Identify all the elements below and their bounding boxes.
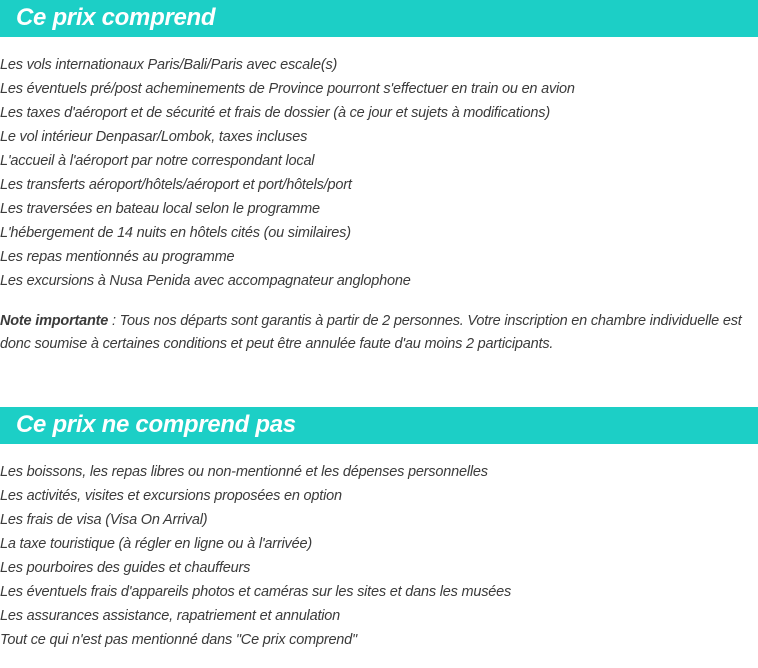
included-item: L'hébergement de 14 nuits en hôtels cités (ou similaires) xyxy=(0,225,351,241)
excluded-section-header xyxy=(0,407,758,444)
included-item: Les traversées en bateau local selon le programme xyxy=(0,201,320,217)
included-items-list xyxy=(0,53,575,293)
excluded-item: Les boissons, les repas libres ou non-mentionné et les dépenses personnelles xyxy=(0,464,488,480)
included-section-header xyxy=(0,0,758,37)
excluded-item: Les frais de visa (Visa On Arrival) xyxy=(0,512,208,528)
included-section-title: Ce prix comprend xyxy=(16,4,216,31)
important-note-text: : Tous nos départs sont garantis à partir de 2 personnes. Votre inscription en chambre individuelle est donc soumise à certaines conditions et peut être annulée faute d'au moins 2 participants. xyxy=(0,313,742,352)
included-item: Les excursions à Nusa Penida avec accompagnateur anglophone xyxy=(0,273,411,289)
included-item: L'accueil à l'aéroport par notre correspondant local xyxy=(0,153,315,169)
excluded-item: Les activités, visites et excursions proposées en option xyxy=(0,488,342,504)
included-item: Les éventuels pré/post acheminements de Province pourront s'effectuer en train ou en avion xyxy=(0,81,575,97)
excluded-item: Les assurances assistance, rapatriement et annulation xyxy=(0,608,341,624)
excluded-item: Tout ce qui n'est pas mentionné dans "Ce prix comprend" xyxy=(0,632,357,648)
included-item: Le vol intérieur Denpasar/Lombok, taxes incluses xyxy=(0,129,308,145)
excluded-section-title: Ce prix ne comprend pas xyxy=(16,411,296,438)
important-note-label: Note importante xyxy=(0,313,109,329)
included-item: Les transferts aéroport/hôtels/aéroport et port/hôtels/port xyxy=(0,177,352,193)
included-item: Les taxes d'aéroport et de sécurité et frais de dossier (à ce jour et sujets à modifications) xyxy=(0,105,550,121)
excluded-item: La taxe touristique (à régler en ligne ou à l'arrivée) xyxy=(0,536,312,552)
excluded-items-list xyxy=(0,460,511,652)
excluded-item: Les éventuels frais d'appareils photos et caméras sur les sites et dans les musées xyxy=(0,584,512,600)
excluded-item: Les pourboires des guides et chauffeurs xyxy=(0,560,251,576)
important-note xyxy=(0,310,756,356)
included-item: Les vols internationaux Paris/Bali/Paris avec escale(s) xyxy=(0,57,338,73)
included-item: Les repas mentionnés au programme xyxy=(0,249,235,265)
